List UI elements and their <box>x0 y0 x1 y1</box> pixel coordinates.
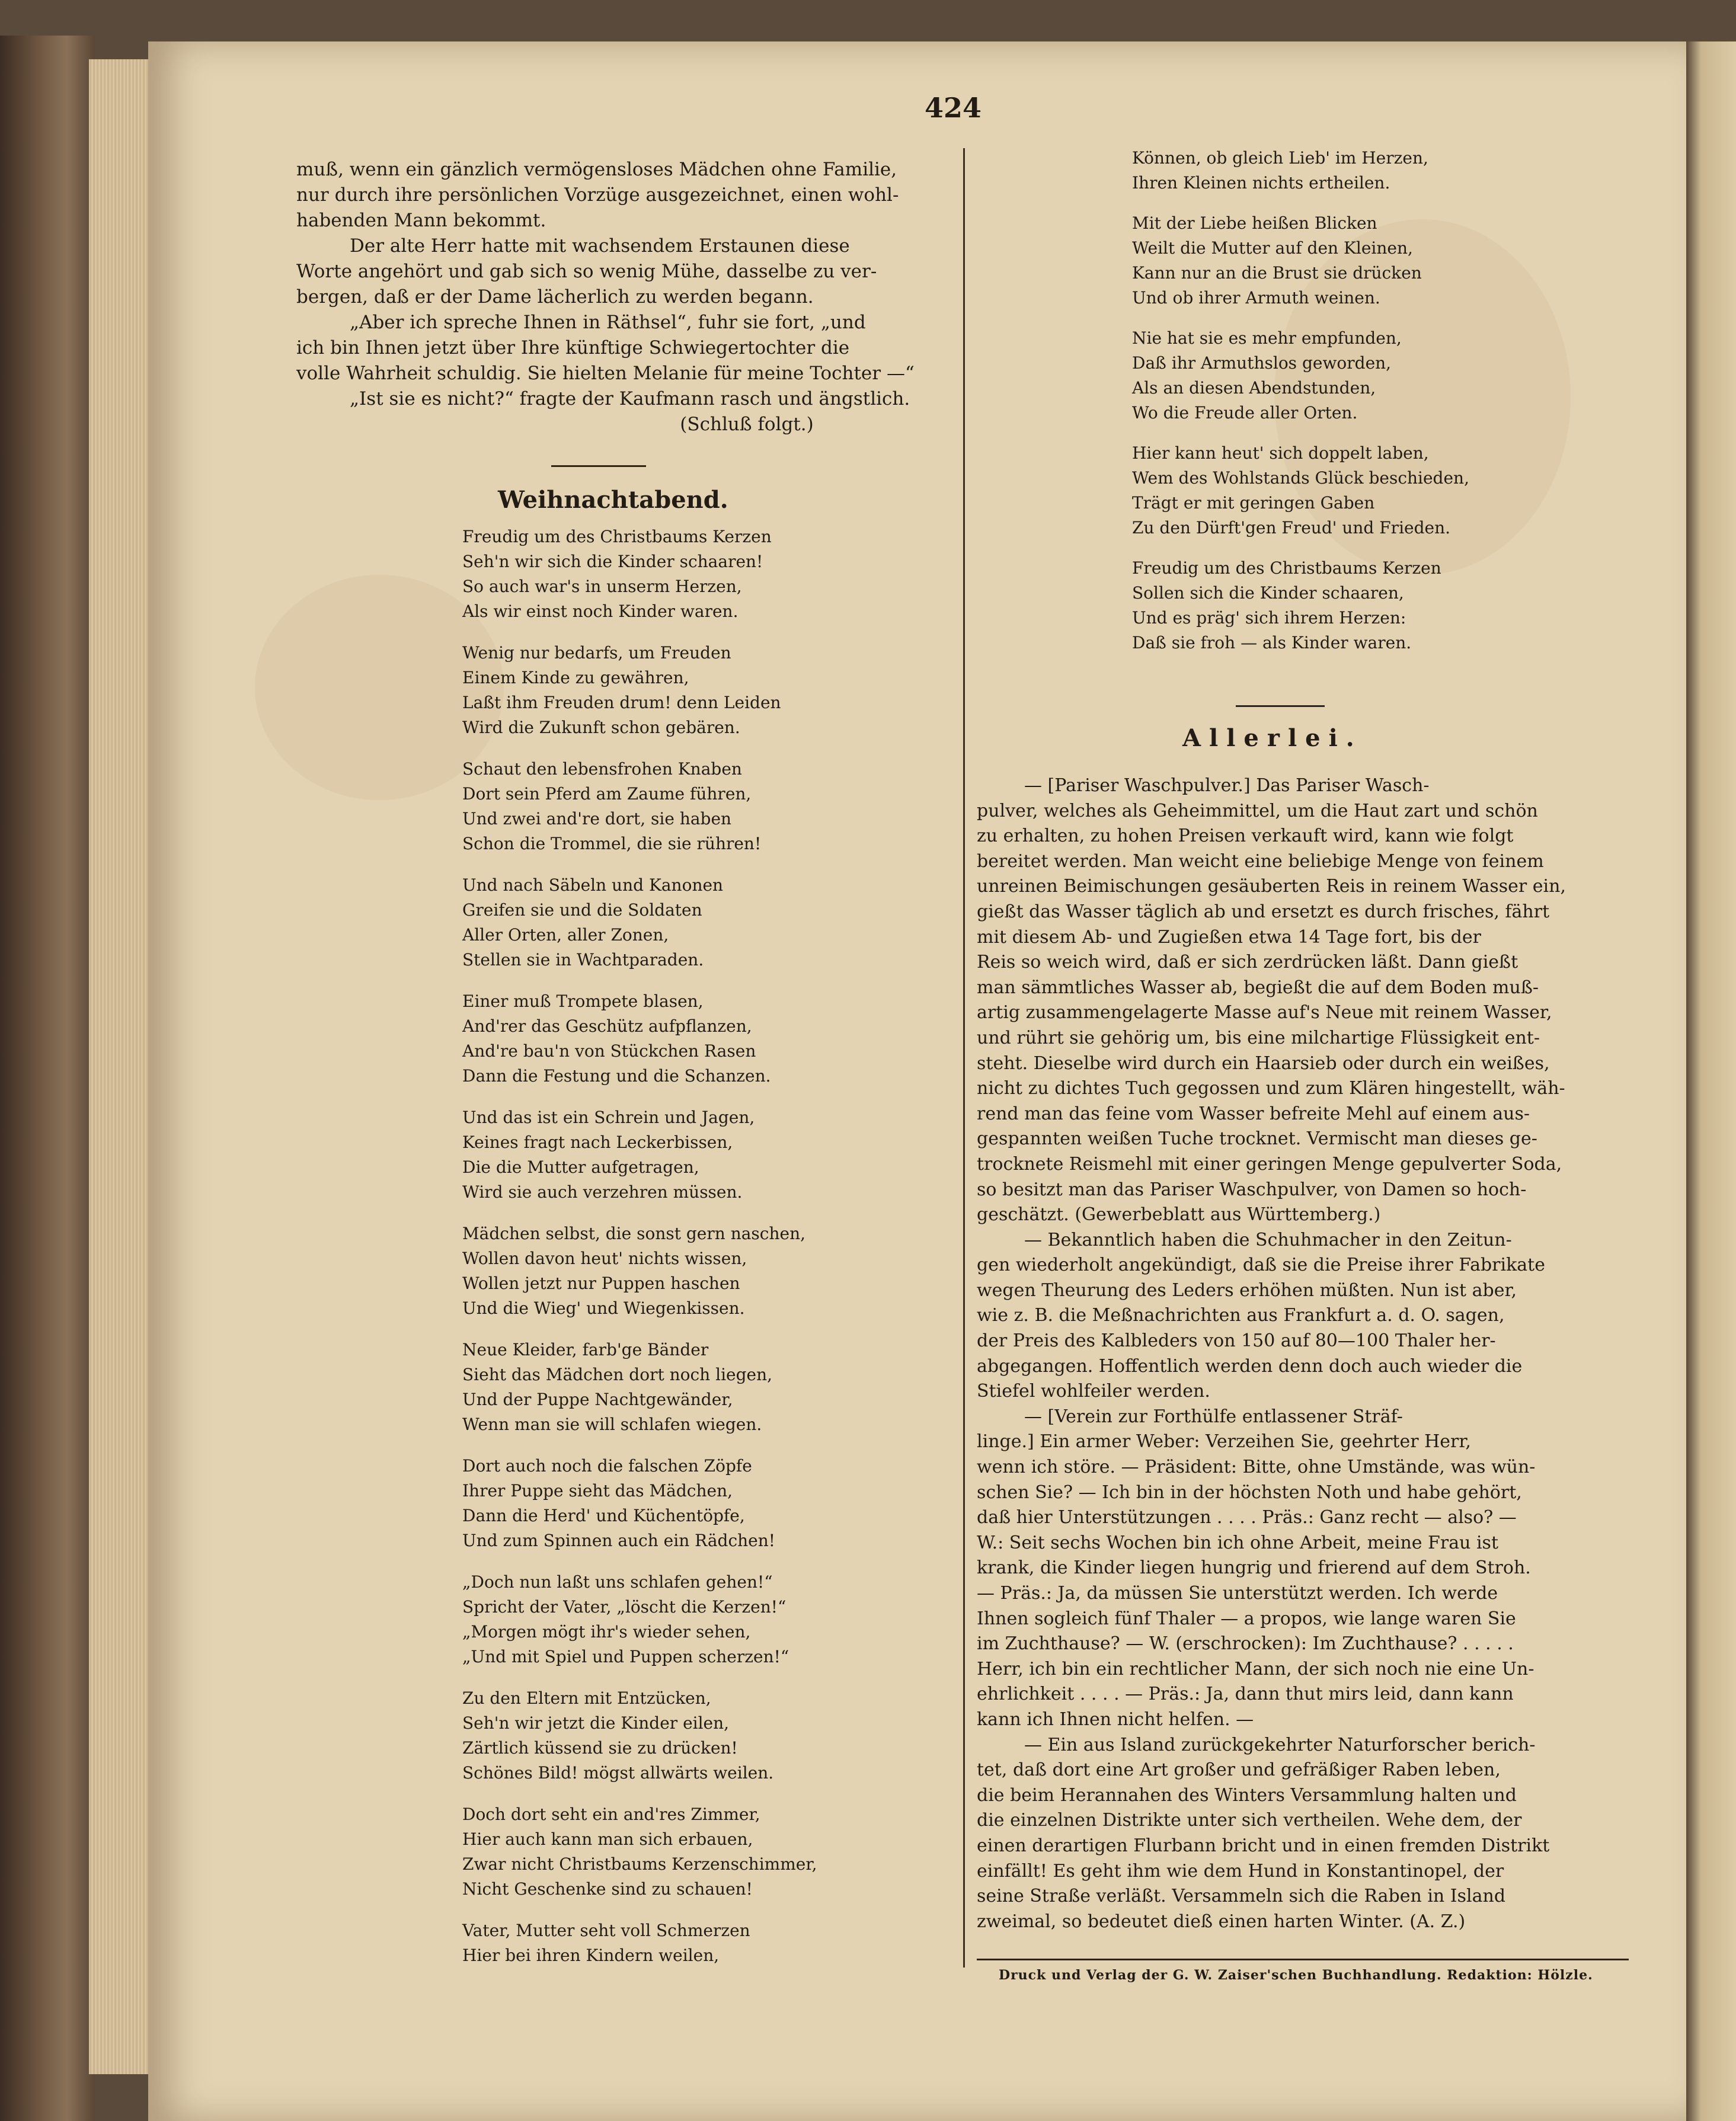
text-line: volle Wahrheit schuldig. Sie hielten Melanie für meine Tochter —“ <box>296 363 915 384</box>
text-line: Keines fragt nach Leckerbissen, <box>462 1133 733 1152</box>
text-line: einen derartigen Flurbann bricht und in einen fremden Distrikt <box>977 1835 1550 1856</box>
text-line: Sieht das Mädchen dort noch liegen, <box>462 1365 773 1384</box>
stanza-gap <box>462 972 877 989</box>
text-line: Hier kann heut' sich doppelt laben, <box>1132 443 1429 463</box>
stanza-gap <box>462 740 877 757</box>
text-line: — [Verein zur Forthülfe entlassener Sträf- <box>1024 1406 1403 1427</box>
text-line: Als wir einst noch Kinder waren. <box>462 602 738 621</box>
text-line: Kann nur an die Brust sie drücken <box>1132 263 1422 283</box>
text-line: Und die Wieg' und Wiegenkissen. <box>462 1298 745 1318</box>
text-line: Zärtlich küssend sie zu drücken! <box>462 1738 738 1758</box>
text-line: gießt das Wasser täglich ab und ersetzt es durch frisches, fährt <box>977 901 1550 922</box>
page-stack-edge <box>89 59 154 2074</box>
book-edge <box>0 36 95 2121</box>
text-line: Einem Kinde zu gewähren, <box>462 668 689 687</box>
text-line: Wird die Zukunft schon gebären. <box>462 718 740 737</box>
stanza-gap <box>462 1786 877 1802</box>
text-line: wie z. B. die Meßnachrichten aus Frankfurt a. d. O. sagen, <box>977 1305 1505 1326</box>
text-line: ehrlichkeit . . . . — Präs.: Ja, dann thut mirs leid, dann kann <box>977 1684 1514 1705</box>
text-line: man sämmtliches Wasser ab, begießt die auf dem Boden muß- <box>977 977 1539 998</box>
text-line: zweimal, so bedeutet dieß einen harten Winter. (A. Z.) <box>977 1911 1466 1932</box>
text-line: „Morgen mögt ihr's wieder sehen, <box>462 1622 751 1642</box>
text-line: Daß ihr Armuthslos geworden, <box>1132 353 1392 373</box>
text-line: bereitet werden. Man weicht eine beliebige Menge von feinem <box>977 850 1544 872</box>
text-line: gen wiederholt angekündigt, daß sie die Preise ihrer Fabrikate <box>977 1255 1545 1276</box>
text-line: die einzelnen Distrikte unter sich vertheilen. Wehe dem, der <box>977 1810 1522 1831</box>
text-line: Ihrer Puppe sieht das Mädchen, <box>462 1481 733 1501</box>
text-line: Nicht Geschenke sind zu schauen! <box>462 1879 753 1899</box>
text-line: Und nach Säbeln und Kanonen <box>462 875 724 895</box>
text-line: Hier bei ihren Kindern weilen, <box>462 1946 720 1965</box>
right-column-prose <box>977 773 1629 1934</box>
text-line: gespannten weißen Tuche trocknet. Vermischt man dieses ge- <box>977 1128 1537 1150</box>
text-line: Einer muß Trompete blasen, <box>462 991 704 1011</box>
text-line: Seh'n wir sich die Kinder schaaren! <box>462 552 763 571</box>
text-line: Und zwei and're dort, sie haben <box>462 809 732 828</box>
text-line: Wem des Wohlstands Glück beschieden, <box>1132 468 1469 488</box>
text-line: seine Straße verläßt. Versammeln sich die Raben in Island <box>977 1886 1506 1907</box>
text-line: Laßt ihm Freuden drum! denn Leiden <box>462 693 781 712</box>
text-line: Und das ist ein Schrein und Jagen, <box>462 1108 755 1127</box>
text-line: Schaut den lebensfrohen Knaben <box>462 759 742 779</box>
text-line: And're bau'n von Stückchen Rasen <box>462 1041 756 1061</box>
stanza-gap <box>462 1669 877 1686</box>
text-line: geschätzt. (Gewerbeblatt aus Württemberg.) <box>977 1204 1381 1226</box>
text-line: kann ich Ihnen nicht helfen. — <box>977 1709 1254 1730</box>
text-line: Trägt er mit geringen Gaben <box>1132 493 1375 513</box>
stanza-gap <box>1132 540 1547 555</box>
text-line: Die die Mutter aufgetragen, <box>462 1157 699 1177</box>
text-line: mit diesem Ab- und Zugießen etwa 14 Tage fort, bis der <box>977 926 1481 948</box>
text-line: artig zusammengelagerte Masse auf's Neue mit reinem Wasser, <box>977 1002 1552 1023</box>
text-line: unreinen Beimischungen gesäuberten Reis in reinem Wasser ein, <box>977 876 1566 897</box>
text-line: Der alte Herr hatte mit wachsendem Erstaunen diese <box>350 235 850 257</box>
text-line: Und zum Spinnen auch ein Rädchen! <box>462 1531 776 1550</box>
stanza-gap <box>462 1902 877 1918</box>
text-line: Vater, Mutter seht voll Schmerzen <box>462 1921 750 1940</box>
text-line: Dort auch noch die falschen Zöpfe <box>462 1456 752 1476</box>
poem-left <box>462 524 877 1968</box>
text-line: schen Sie? — Ich bin in der höchsten Noth und habe gehört, <box>977 1482 1522 1503</box>
text-line: im Zuchthause? — W. (erschrocken): Im Zuchthause? . . . . . <box>977 1633 1514 1655</box>
stanza-gap <box>462 624 877 641</box>
text-line: „Ist sie es nicht?“ fragte der Kaufmann rasch und ängstlich. <box>350 388 910 410</box>
text-line: Worte angehört und gab sich so wenig Mühe, dasselbe zu ver- <box>296 261 877 282</box>
stanza-gap <box>462 856 877 873</box>
section-rule <box>1236 705 1325 707</box>
stanza-gap <box>1132 310 1547 325</box>
text-line: ich bin Ihnen jetzt über Ihre künftige Schwiegertochter die <box>296 337 850 359</box>
text-line: Hier auch kann man sich erbauen, <box>462 1829 753 1849</box>
text-line: Wenig nur bedarfs, um Freuden <box>462 643 731 663</box>
text-line: Weilt die Mutter auf den Kleinen, <box>1132 238 1413 258</box>
text-line: Zu den Dürft'gen Freud' und Frieden. <box>1132 518 1451 538</box>
text-line: Mädchen selbst, die sonst gern naschen, <box>462 1224 806 1243</box>
text-line: Reis so weich wird, daß er sich zerdrücken läßt. Dann gießt <box>977 952 1518 973</box>
text-line: Wird sie auch verzehren müssen. <box>462 1182 743 1202</box>
text-line: Dort sein Pferd am Zaume führen, <box>462 784 752 804</box>
text-line: Daß sie froh — als Kinder waren. <box>1132 633 1412 652</box>
text-line: Wenn man sie will schlafen wiegen. <box>462 1415 762 1434</box>
stanza-gap <box>1132 425 1547 440</box>
text-line: „Aber ich spreche Ihnen in Räthsel“, fuhr sie fort, „und <box>350 312 866 333</box>
text-line: daß hier Unterstützungen . . . . Präs.: Ganz recht — also? — <box>977 1507 1517 1528</box>
text-line: tet, daß dort eine Art großer und gefräßiger Raben leben, <box>977 1759 1501 1781</box>
poem-right <box>1132 145 1547 655</box>
poem-title: Weihnachtabend. <box>498 486 728 514</box>
text-line: Nie hat sie es mehr empfunden, <box>1132 328 1402 348</box>
text-line: habenden Mann bekommt. <box>296 210 546 231</box>
text-line: Sollen sich die Kinder schaaren, <box>1132 583 1404 603</box>
text-line: Doch dort seht ein and'res Zimmer, <box>462 1805 760 1824</box>
text-line: und rührt sie gehörig um, bis eine milchartige Flüssigkeit ent- <box>977 1027 1540 1048</box>
text-line: nicht zu dichtes Tuch gegossen und zum Klären hingestellt, wäh- <box>977 1078 1565 1099</box>
text-line: der Preis des Kalbleders von 150 auf 80—100 Thaler her- <box>977 1330 1496 1352</box>
stanza-gap <box>462 1089 877 1105</box>
text-line: Dann die Festung und die Schanzen. <box>462 1066 771 1086</box>
text-line: muß, wenn ein gänzlich vermögensloses Mädchen ohne Familie, <box>296 159 897 180</box>
column-divider <box>963 148 965 1968</box>
text-line: Freudig um des Christbaums Kerzen <box>462 527 772 546</box>
text-line: Wollen jetzt nur Puppen haschen <box>462 1274 740 1293</box>
stanza-gap <box>462 1437 877 1454</box>
text-line: — [Pariser Waschpulver.] Das Pariser Wasch- <box>1024 775 1430 796</box>
text-line: W.: Seit sechs Wochen bin ich ohne Arbeit, meine Frau ist <box>977 1532 1499 1553</box>
stanza-gap <box>462 1321 877 1338</box>
text-line: Wollen davon heut' nichts wissen, <box>462 1249 747 1268</box>
text-line: Dann die Herd' und Küchentöpfe, <box>462 1506 745 1525</box>
page-number: 424 <box>925 92 982 124</box>
text-line: „Und mit Spiel und Puppen scherzen!“ <box>462 1647 789 1666</box>
stanza-gap <box>462 1553 877 1570</box>
text-line: linge.] Ein armer Weber: Verzeihen Sie, geehrter Herr, <box>977 1431 1471 1453</box>
stanza-gap <box>462 1205 877 1221</box>
text-line: steht. Dieselbe wird durch ein Haarsieb oder durch ein weißes, <box>977 1052 1550 1074</box>
text-line: Schon die Trommel, die sie rühren! <box>462 834 762 853</box>
next-page-edge <box>1686 41 1736 2121</box>
text-line: — Bekanntlich haben die Schuhmacher in den Zeitun- <box>1024 1229 1512 1250</box>
text-line: „Doch nun laßt uns schlafen gehen!“ <box>462 1572 773 1592</box>
text-line: wenn ich störe. — Präsident: Bitte, ohne Umstände, was wün- <box>977 1457 1536 1478</box>
text-line: Stellen sie in Wachtparaden. <box>462 950 704 970</box>
text-line: Wo die Freude aller Orten. <box>1132 403 1358 423</box>
text-line: Freudig um des Christbaums Kerzen <box>1132 558 1441 578</box>
text-line: And'rer das Geschütz aufpflanzen, <box>462 1016 752 1036</box>
text-line: nur durch ihre persönlichen Vorzüge ausgezeichnet, einen wohl- <box>296 184 899 206</box>
text-line: einfällt! Es geht ihm wie dem Hund in Konstantinopel, der <box>977 1860 1504 1882</box>
text-line: abgegangen. Hoffentlich werden denn doch auch wieder die <box>977 1355 1523 1377</box>
text-line: Zu den Eltern mit Entzücken, <box>462 1688 711 1708</box>
text-line: rend man das feine vom Wasser befreite Mehl auf einem aus- <box>977 1103 1530 1124</box>
text-line: Und der Puppe Nachtgewänder, <box>462 1390 733 1409</box>
text-line: die beim Herannahen des Winters Versammlung halten und <box>977 1784 1517 1806</box>
text-line: Stiefel wohlfeiler werden. <box>977 1381 1210 1402</box>
text-line: zu erhalten, zu hohen Preisen verkauft wird, kann wie folgt <box>977 826 1514 847</box>
text-line: Als an diesen Abendstunden, <box>1132 378 1376 398</box>
text-line: Herr, ich bin ein rechtlicher Mann, der sich noch nie eine Un- <box>977 1658 1534 1679</box>
text-line: Schönes Bild! mögst allwärts weilen. <box>462 1763 774 1783</box>
text-line: So auch war's in unserm Herzen, <box>462 577 742 596</box>
text-line: pulver, welches als Geheimmittel, um die Haut zart und schön <box>977 800 1538 821</box>
text-line: Spricht der Vater, „löscht die Kerzen!“ <box>462 1597 787 1617</box>
text-line: Können, ob gleich Lieb' im Herzen, <box>1132 148 1428 168</box>
text-line: Ihnen sogleich fünf Thaler — a propos, wie lange waren Sie <box>977 1608 1516 1629</box>
text-line: Und es präg' sich ihrem Herzen: <box>1132 608 1406 628</box>
footer-rule <box>977 1959 1629 1960</box>
text-line: Mit der Liebe heißen Blicken <box>1132 213 1377 233</box>
text-line: Aller Orten, aller Zonen, <box>462 925 669 945</box>
text-line: Seh'n wir jetzt die Kinder eilen, <box>462 1713 730 1733</box>
left-column-prose <box>296 157 948 437</box>
text-line: Neue Kleider, farb'ge Bänder <box>462 1340 709 1359</box>
text-line: trocknete Reismehl mit einer geringen Menge gepulverter Soda, <box>977 1153 1562 1175</box>
stanza-gap <box>1132 195 1547 210</box>
section-title: Allerlei. <box>1182 724 1363 752</box>
text-line: bergen, daß er der Dame lächerlich zu werden begann. <box>296 286 814 308</box>
text-line: — Ein aus Island zurückgekehrter Naturforscher berich- <box>1024 1734 1536 1755</box>
section-rule <box>551 465 646 467</box>
text-line: Zwar nicht Christbaums Kerzenschimmer, <box>462 1854 817 1874</box>
text-line: Greifen sie und die Soldaten <box>462 900 702 920</box>
text-line: so besitzt man das Pariser Waschpulver, von Damen so hoch- <box>977 1179 1527 1200</box>
text-line: Ihren Kleinen nichts ertheilen. <box>1132 173 1390 193</box>
text-line: wegen Theurung des Leders erhöhen müßten. Nun ist aber, <box>977 1279 1517 1301</box>
imprint: Druck und Verlag der G. W. Zaiser'schen Buchhandlung. Redaktion: Hölzle. <box>999 1968 1593 1983</box>
text-line: Und ob ihrer Armuth weinen. <box>1132 288 1380 308</box>
text-line: (Schluß folgt.) <box>680 414 814 435</box>
text-line: krank, die Kinder liegen hungrig und frierend auf dem Stroh. <box>977 1557 1531 1579</box>
text-line: — Präs.: Ja, da müssen Sie unterstützt werden. Ich werde <box>977 1583 1498 1604</box>
